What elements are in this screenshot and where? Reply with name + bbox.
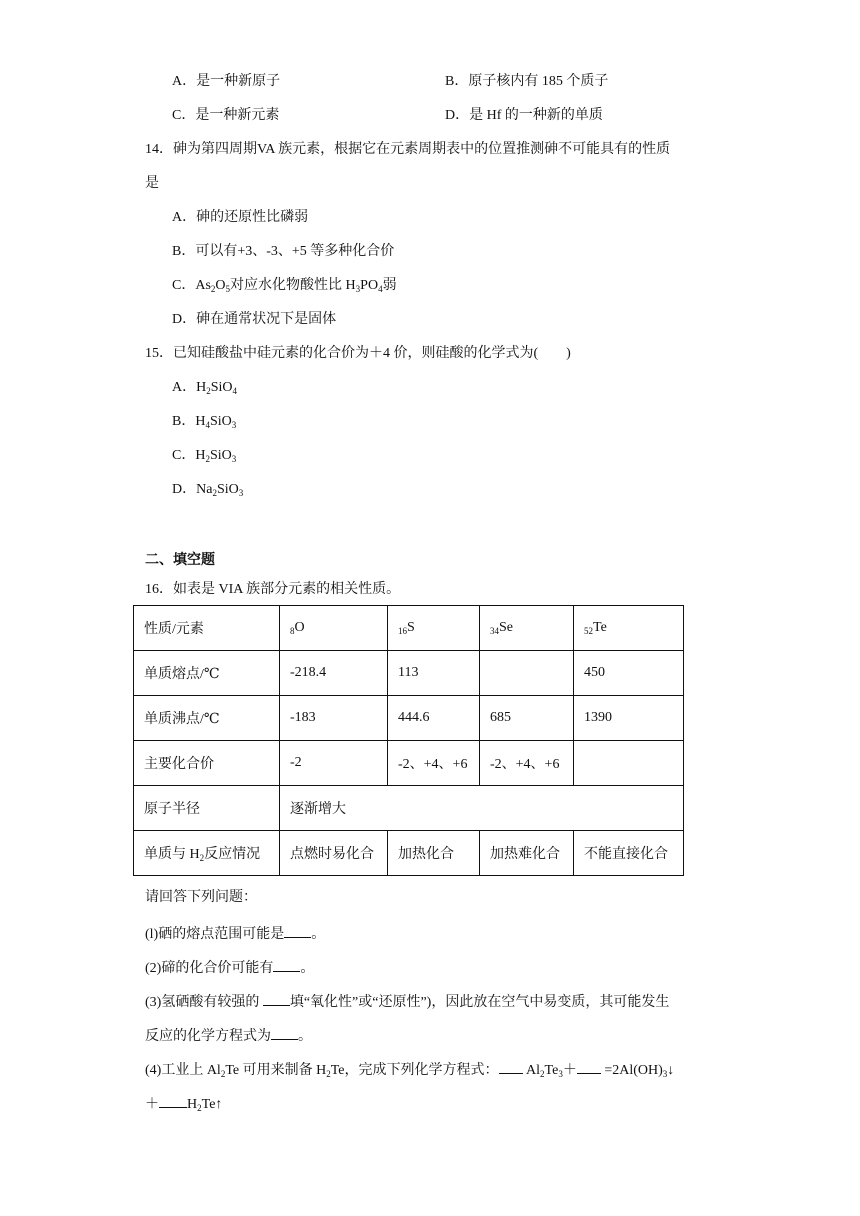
q14-option-b: B．可以有+3、-3、+5 等多种化合价 xyxy=(172,244,395,259)
table-cell xyxy=(480,651,574,696)
table-cell: 444.6 xyxy=(388,696,480,741)
section-heading: 二、填空题 xyxy=(145,553,215,568)
answer-blank[interactable] xyxy=(271,1025,298,1040)
q14-option-a: A．砷的还原性比磷弱 xyxy=(172,210,309,225)
table-cell: 685 xyxy=(480,696,574,741)
answer-blank[interactable] xyxy=(273,957,300,972)
table-row-valence xyxy=(134,741,684,786)
row-label: 单质熔点/℃ xyxy=(134,651,280,696)
table-cell: 点燃时易化合 xyxy=(280,831,388,876)
row-label: 原子半径 xyxy=(134,786,280,831)
q16-prompt: 请回答下列问题： xyxy=(145,890,257,905)
row-label: 主要化合价 xyxy=(134,741,280,786)
table-cell: -2 xyxy=(280,741,388,786)
q14-option-c: C．$As_2O_5$对应水化物酸性比 $H_3PO_4$弱 xyxy=(172,278,397,294)
element-sulfur: $_{16}$S xyxy=(388,606,480,651)
table-cell: 加热难化合 xyxy=(480,831,574,876)
element-oxygen: $_8$O xyxy=(280,606,388,651)
q13-option-c: C．是一种新元素 xyxy=(172,108,280,123)
table-cell: -218.4 xyxy=(280,651,388,696)
q14-stem: 14．砷为第四周期VA 族元素，根据它在元素周期表中的位置推测砷不可能具有的性质 xyxy=(145,142,671,157)
answer-blank[interactable] xyxy=(284,923,311,938)
q16-intro: 16．如表是 VIA 族部分元素的相关性质。 xyxy=(145,582,401,597)
element-properties-table xyxy=(133,605,684,876)
table-cell: 加热化合 xyxy=(388,831,480,876)
header-cell: 性质/元素 xyxy=(134,606,280,651)
answer-blank[interactable] xyxy=(577,1059,601,1074)
table-row-boiling-point xyxy=(134,696,684,741)
q13-option-a: A．是一种新原子 xyxy=(172,74,281,89)
q16-sub1: (l)硒的熔点范围可能是 。 xyxy=(145,923,325,945)
table-cell: 1390 xyxy=(574,696,684,741)
q15-option-a: A．$H_2SiO_4$ xyxy=(172,380,238,396)
table-row-header xyxy=(134,606,684,651)
table-row-h2-reaction xyxy=(134,831,684,876)
q14-stem-continued: 是 xyxy=(145,176,159,191)
row-label: 单质沸点/℃ xyxy=(134,696,280,741)
table-cell xyxy=(574,741,684,786)
table-cell: 450 xyxy=(574,651,684,696)
table-cell-merged: 逐渐增大 xyxy=(280,786,684,831)
answer-blank[interactable] xyxy=(499,1059,523,1074)
table-cell: -2、+4、+6 xyxy=(480,741,574,786)
element-tellurium: $_{52}$Te xyxy=(574,606,684,651)
element-selenium: $_{34}$Se xyxy=(480,606,574,651)
table-cell: 113 xyxy=(388,651,480,696)
q16-sub4: (4)工业上 $Al_2Te$ 可用来制备 $H_2Te$，完成下列化学方程式： $Al_2Te_3+$ $=2Al(OH)_3↓$ xyxy=(145,1059,674,1081)
q16-sub3: (3)氢硒酸有较强的 填“氧化性”或“还原性”)，因此放在空气中易变质，其可能发生 xyxy=(145,991,669,1013)
answer-blank[interactable] xyxy=(159,1093,187,1108)
table-row-atomic-radius xyxy=(134,786,684,831)
table-row-melting-point xyxy=(134,651,684,696)
q16-sub4-continued: ＋ $H_2Te↑$ xyxy=(145,1093,222,1115)
q16-sub3-continued: 反应的化学方程式为 。 xyxy=(145,1025,312,1047)
table-cell: 不能直接化合 xyxy=(574,831,684,876)
q16-sub2: (2)碲的化合价可能有 。 xyxy=(145,957,314,979)
q14-option-d: D．砷在通常状况下是固体 xyxy=(172,312,337,327)
q15-option-c: C．$H_2SiO_3$ xyxy=(172,448,237,464)
q15-stem: 15．已知硅酸盐中硅元素的化合价为＋4 价，则硅酸的化学式为( ) xyxy=(145,346,571,361)
q13-option-d: D．是 Hf 的一种新的单质 xyxy=(445,108,603,123)
table-cell: -183 xyxy=(280,696,388,741)
q15-option-d: D．$Na_2SiO_3$ xyxy=(172,482,244,498)
table-cell: -2、+4、+6 xyxy=(388,741,480,786)
q13-option-b: B．原子核内有 185 个质子 xyxy=(445,74,609,89)
row-label: 单质与 $H_2$反应情况 xyxy=(134,831,280,876)
q15-option-b: B．$H_4SiO_3$ xyxy=(172,414,237,430)
answer-blank[interactable] xyxy=(263,991,290,1006)
